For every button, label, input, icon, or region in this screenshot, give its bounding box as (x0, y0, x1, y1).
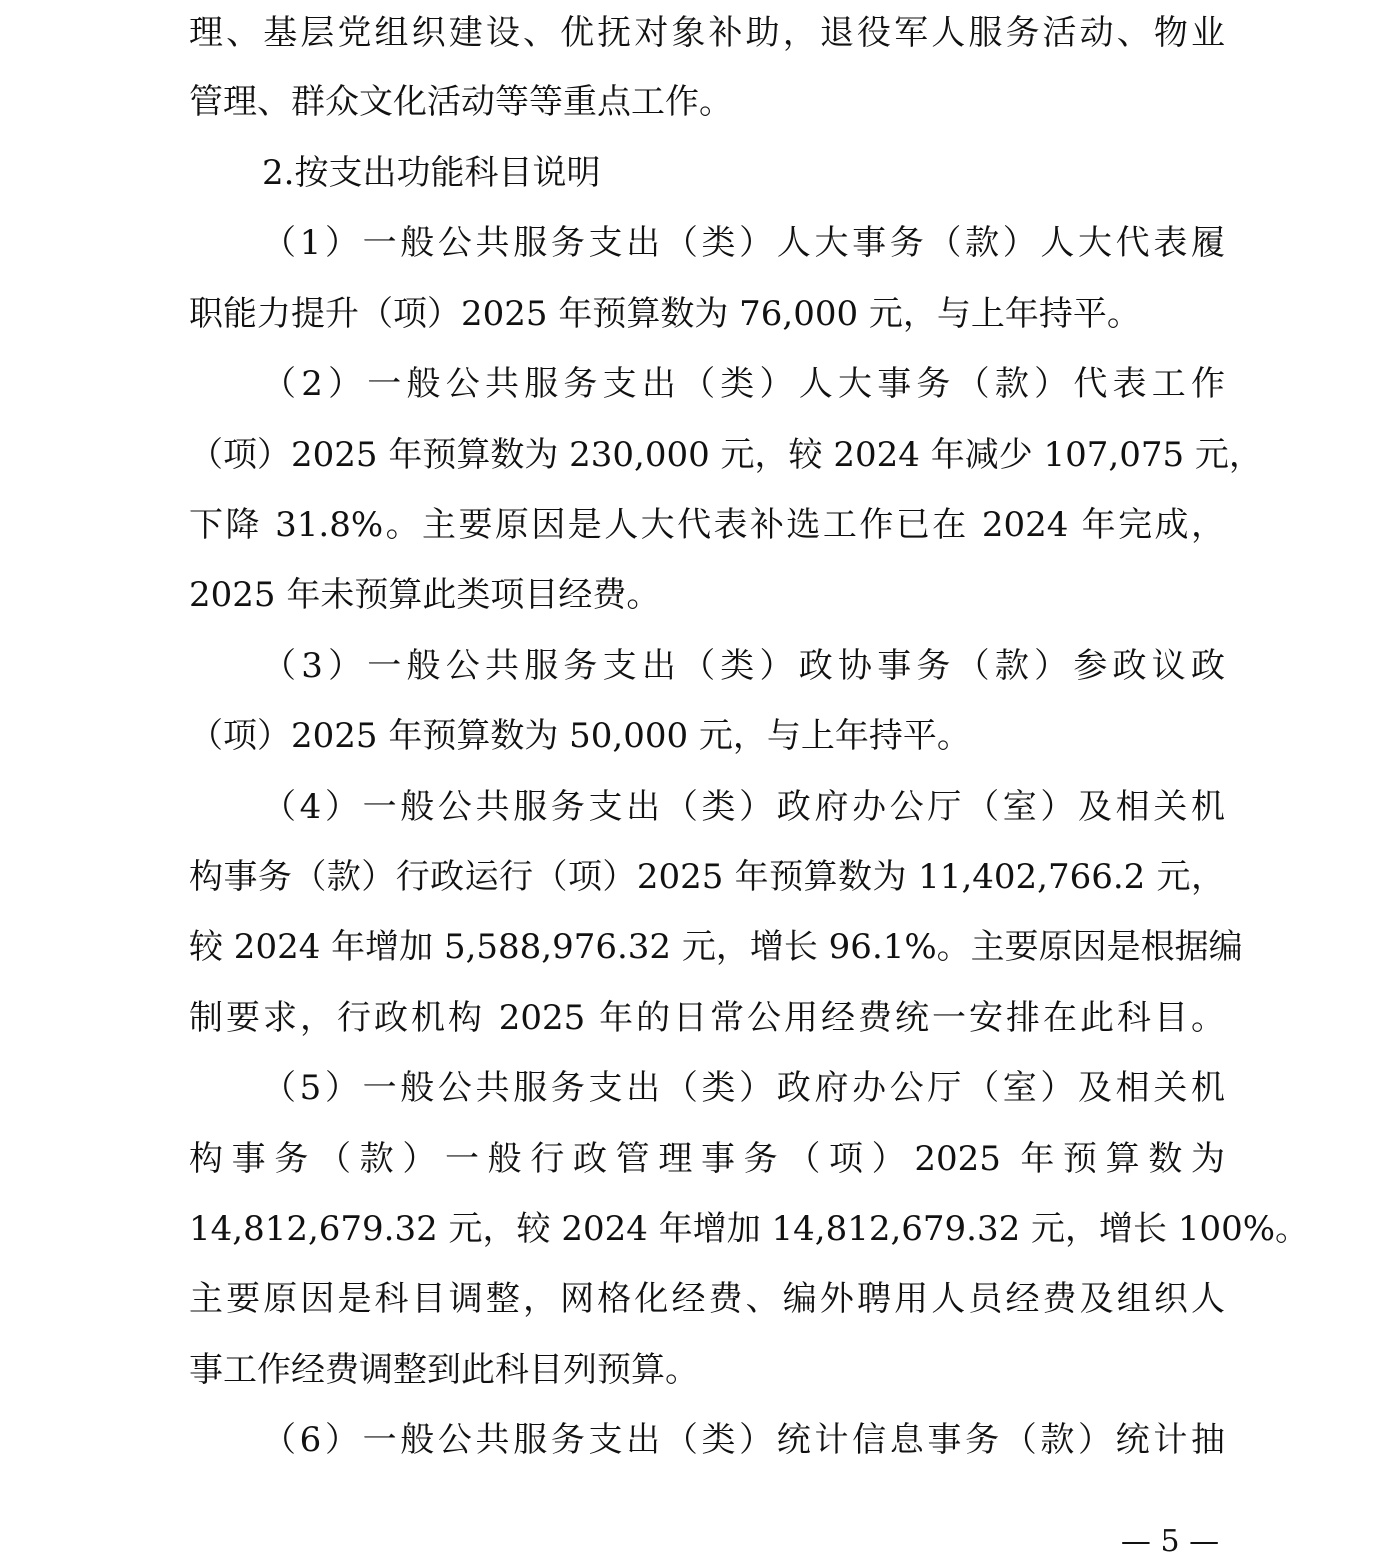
item-2-line-3: 下降 31.8%。主要原因是人大代表补选工作已在 2024 年完成， (189, 505, 1225, 545)
item-4-line-4: 制要求，行政机构 2025 年的日常公用经费统一安排在此科目。 (189, 998, 1225, 1038)
item-5-line-4: 主要原因是科目调整，网格化经费、编外聘用人员经费及组织人 (189, 1279, 1225, 1319)
item-5-line-2: 构事务（款）一般行政管理事务（项）2025 年预算数为 (189, 1139, 1225, 1179)
text-line-1: 理、基层党组织建设、优抚对象补助，退役军人服务活动、物业 (189, 13, 1225, 53)
item-1-line-1: （1）一般公共服务支出（类）人大事务（款）人大代表履 (262, 223, 1225, 263)
section-heading: 2.按支出功能科目说明 (262, 153, 601, 193)
item-2-line-1: （2）一般公共服务支出（类）人大事务（款）代表工作 (262, 364, 1225, 404)
item-4-line-2: 构事务（款）行政运行（项）2025 年预算数为 11,402,766.2 元， (189, 857, 1225, 897)
item-4-line-3: 较 2024 年增加 5,588,976.32 元，增长 96.1%。主要原因是根据编 (189, 927, 1243, 967)
text-line-2: 管理、群众文化活动等等重点工作。 (189, 82, 733, 122)
item-2-line-2: （项）2025 年预算数为 230,000 元，较 2024 年减少 107,075 元， (189, 435, 1263, 475)
item-5-line-5: 事工作经费调整到此科目列预算。 (189, 1350, 699, 1390)
item-5-line-1: （5）一般公共服务支出（类）政府办公厅（室）及相关机 (262, 1068, 1225, 1108)
item-4-line-1: （4）一般公共服务支出（类）政府办公厅（室）及相关机 (262, 787, 1225, 827)
item-5-line-3: 14,812,679.32 元，较 2024 年增加 14,812,679.32 元，增长 100%。 (189, 1209, 1310, 1249)
item-6-line-1: （6）一般公共服务支出（类）统计信息事务（款）统计抽 (262, 1420, 1225, 1460)
item-2-line-4: 2025 年未预算此类项目经费。 (189, 575, 661, 615)
item-1-line-2: 职能力提升（项）2025 年预算数为 76,000 元，与上年持平。 (189, 294, 1141, 334)
page-number: — 5 — (1120, 1524, 1220, 1559)
item-3-line-1: （3）一般公共服务支出（类）政协事务（款）参政议政 (262, 646, 1225, 686)
item-3-line-2: （项）2025 年预算数为 50,000 元，与上年持平。 (189, 716, 971, 756)
